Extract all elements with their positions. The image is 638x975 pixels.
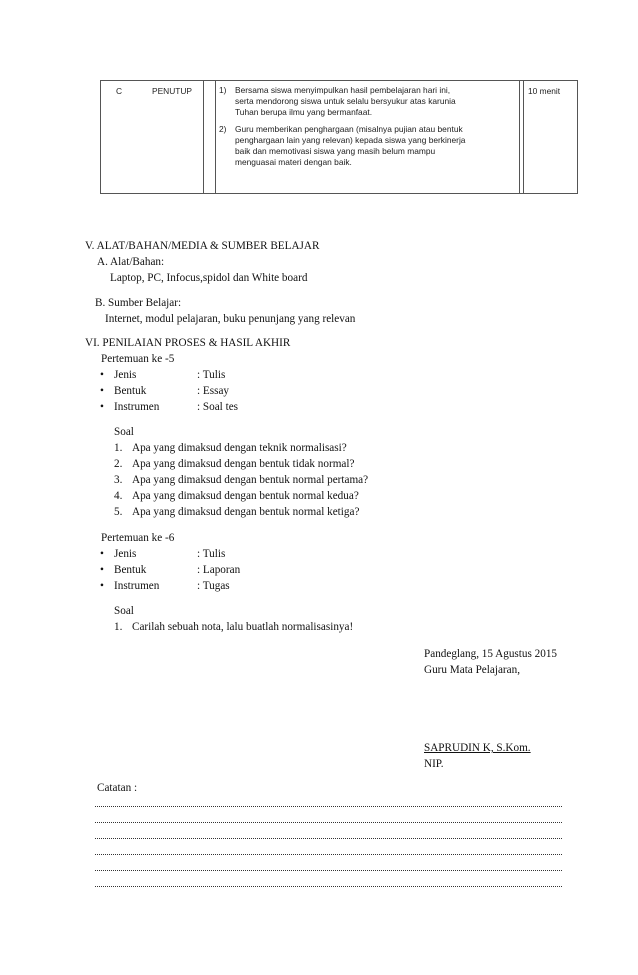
assessment-form-label: • Bentuk [114, 383, 146, 399]
table-divider [519, 81, 520, 193]
notes-line [95, 796, 562, 807]
assessment-type-value: : Tulis [197, 548, 226, 560]
assessment-form-label: • Bentuk [114, 562, 146, 578]
activity-line: serta mendorong siswa untuk selalu bersyukur atas karunia [235, 96, 456, 106]
assessment-type-label: • Jenis [114, 546, 136, 562]
meeting-title: Pertemuan ke -6 [101, 532, 175, 544]
question-number: 3. [114, 474, 123, 486]
tools-value: Laptop, PC, Infocus,spidol dan White board [110, 272, 308, 284]
assessment-instrument-value: : Tugas [197, 580, 230, 592]
activity-line: baik dan memotivasi siswa yang masih belum mampu [235, 146, 436, 156]
phase-name: PENUTUP [152, 86, 193, 96]
activity-item [219, 124, 519, 170]
questions-label: Soal [114, 605, 134, 617]
question-number: 1. [114, 621, 123, 633]
table-divider [203, 81, 204, 193]
activity-line: Bersama siswa menyimpulkan hasil pembelajaran hari ini, [235, 85, 451, 95]
activity-table [100, 80, 578, 194]
question-text: Apa yang dimaksud dengan bentuk normal kedua? [132, 490, 359, 502]
teacher-nip: NIP. [424, 758, 444, 770]
meeting-title: Pertemuan ke -5 [101, 353, 175, 365]
sources-value: Internet, modul pelajaran, buku penunjang yang relevan [105, 313, 356, 325]
teacher-role: Guru Mata Pelajaran, [424, 664, 520, 676]
notes-line [95, 860, 562, 871]
activity-line: penghargaan lain yang relevan) kepada siswa yang berkinerja [235, 135, 466, 145]
assessment-instrument-label: • Instrumen [114, 578, 159, 594]
question-text: Carilah sebuah nota, lalu buatlah normalisasinya! [132, 621, 354, 633]
question-text: Apa yang dimaksud dengan bentuk normal pertama? [132, 474, 369, 486]
assessment-form-value: : Essay [197, 385, 230, 397]
questions-label: Soal [114, 426, 134, 438]
assessment-instrument-value: : Soal tes [197, 401, 239, 413]
notes-label: Catatan : [97, 782, 138, 794]
question-number: 4. [114, 490, 123, 502]
question-text: Apa yang dimaksud dengan bentuk tidak normal? [132, 458, 355, 470]
tools-label: A. Alat/Bahan: [97, 256, 165, 268]
question-number: 5. [114, 506, 123, 518]
question-text: Apa yang dimaksud dengan teknik normalisasi? [132, 442, 347, 454]
section-6-title: VI. PENILAIAN PROSES & HASIL AKHIR [85, 337, 291, 349]
question-number: 1. [114, 442, 123, 454]
notes-line [95, 876, 562, 887]
activity-line: menguasai materi dengan baik. [235, 157, 352, 167]
sources-label: B. Sumber Belajar: [95, 297, 182, 309]
activity-line: Tuhan berupa ilmu yang bermanfaat. [235, 107, 373, 117]
question-text: Apa yang dimaksud dengan bentuk normal ketiga? [132, 506, 360, 518]
notes-line [95, 828, 562, 839]
activity-number: 2) [219, 124, 227, 134]
assessment-type-value: : Tulis [197, 369, 226, 381]
notes-line [95, 812, 562, 823]
assessment-type-label: • Jenis [114, 367, 136, 383]
teacher-name: SAPRUDIN K, S.Kom. [424, 742, 531, 754]
activity-number: 1) [219, 85, 227, 95]
section-5-title: V. ALAT/BAHAN/MEDIA & SUMBER BELAJAR [85, 240, 320, 252]
assessment-form-value: : Laporan [197, 564, 241, 576]
question-number: 2. [114, 458, 123, 470]
phase-time: 10 menit [528, 86, 561, 96]
activity-item [219, 85, 519, 119]
table-divider [215, 81, 216, 193]
activity-line: Guru memberikan penghargaan (misalnya pujian atau bentuk [235, 124, 463, 134]
place-date: Pandeglang, 15 Agustus 2015 [424, 648, 558, 660]
phase-code: C [116, 86, 123, 96]
table-divider [523, 81, 524, 193]
notes-line [95, 844, 562, 855]
assessment-instrument-label: • Instrumen [114, 399, 159, 415]
